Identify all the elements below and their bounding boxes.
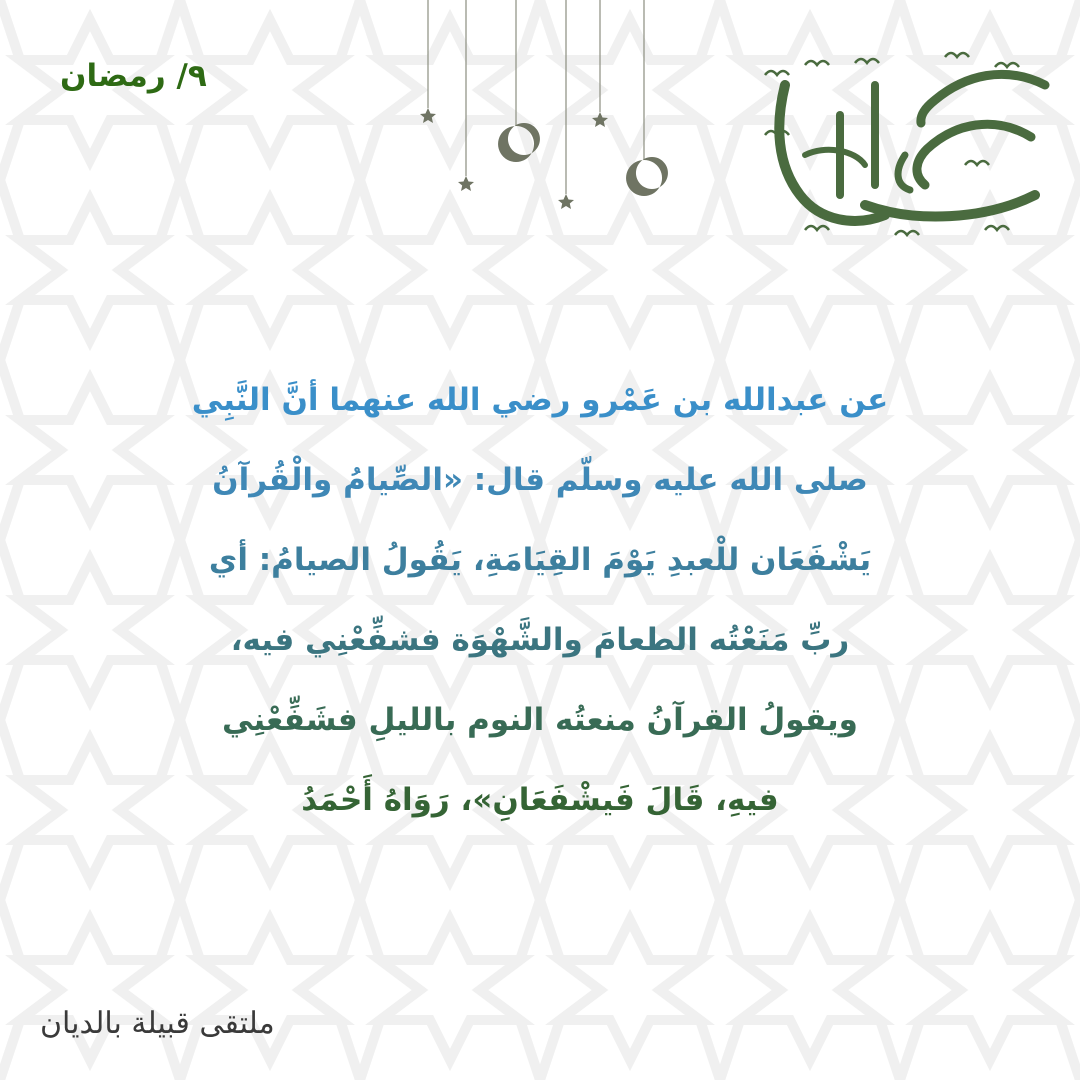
hadith-line: ويقولُ القرآنُ منعتُه النوم بالليلِ فشَفِّعْنِي [222, 702, 858, 738]
star-icon [420, 108, 436, 123]
star-icon [558, 194, 574, 209]
hadith-text [70, 360, 1010, 840]
day-label: ٩/ رمضان [60, 58, 207, 94]
source-label: ملتقى قبيلة بالديان [40, 1006, 275, 1041]
hadith-line: صلى الله عليه وسلّم قال: «الصِّيامُ والْقُرآنُ [212, 462, 868, 498]
hadith-line: عن عبدالله بن عَمْرو رضي الله عنهما أنَّ النَّبِي [191, 382, 889, 418]
crescent-icon [498, 123, 540, 162]
star-icon [458, 176, 474, 191]
hadith-line: يَشْفَعَان للْعبدِ يَوْمَ القِيَامَةِ، يَقُولُ الصيامُ: أي [208, 542, 872, 578]
hanging-ornaments [400, 0, 680, 230]
crescent-icon [626, 157, 668, 196]
hadith-line: فيهِ، قَالَ فَيشْفَعَانِ»، رَوَاهُ أَحْمَدُ [301, 782, 779, 818]
star-icon [592, 112, 608, 127]
ramadan-kareem-calligraphy [745, 45, 1055, 245]
hadith-line: ربِّ مَنَعْتُه الطعامَ والشَّهْوَة فشفِّعْنِي فيه، [230, 622, 850, 658]
